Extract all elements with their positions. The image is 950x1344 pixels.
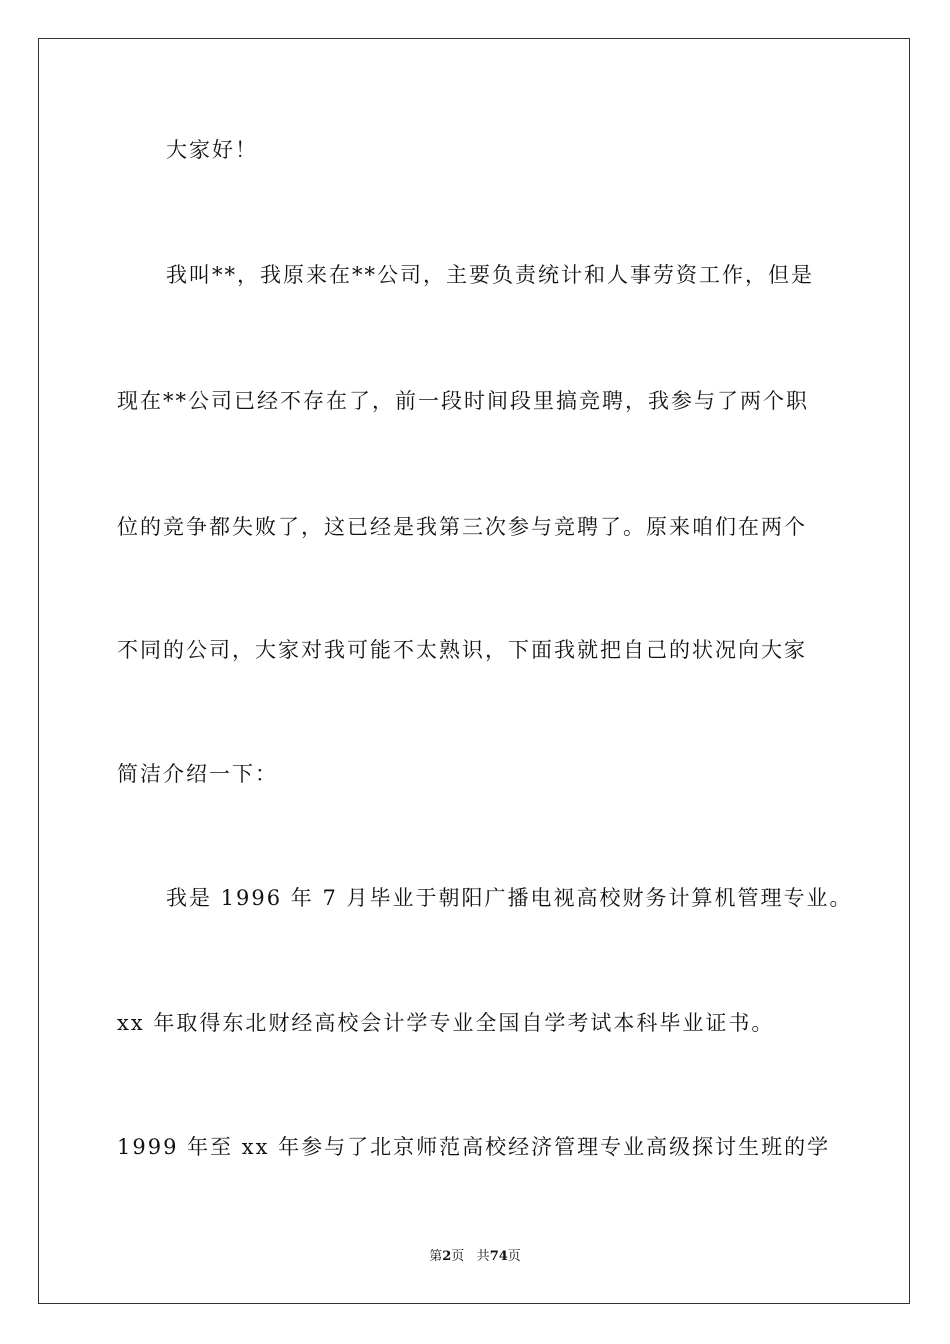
total-prefix: 共 (476, 1249, 490, 1264)
total-suffix: 页 (507, 1249, 521, 1264)
body-text-line: 我是 1996 年 7 月毕业于朝阳广播电视高校财务计算机管理专业。 (166, 886, 853, 910)
body-text-line: 我叫**，我原来在**公司，主要负责统计和人事劳资工作，但是 (166, 263, 814, 287)
page-suffix: 页 (451, 1249, 465, 1264)
body-text-line: 位的竞争都失败了，这已经是我第三次参与竞聘了。原来咱们在两个 (117, 515, 807, 539)
page-footer (0, 1248, 950, 1266)
body-text-line: 1999 年至 xx 年参与了北京师范高校经济管理专业高级探讨生班的学 (117, 1135, 831, 1159)
page-number: 2 (442, 1249, 452, 1264)
body-text-line: xx 年取得东北财经高校会计学专业全国自学考试本科毕业证书。 (117, 1011, 775, 1035)
body-text-line: 现在**公司已经不存在了，前一段时间段里搞竞聘，我参与了两个职 (117, 389, 809, 413)
page-prefix: 第 (429, 1249, 443, 1264)
page-border (38, 38, 910, 1304)
total-pages: 74 (489, 1249, 508, 1264)
body-text-line: 不同的公司，大家对我可能不太熟识，下面我就把自己的状况向大家 (117, 638, 807, 662)
greeting-line: 大家好！ (166, 138, 258, 162)
body-text-line: 简洁介绍一下： (117, 762, 278, 786)
